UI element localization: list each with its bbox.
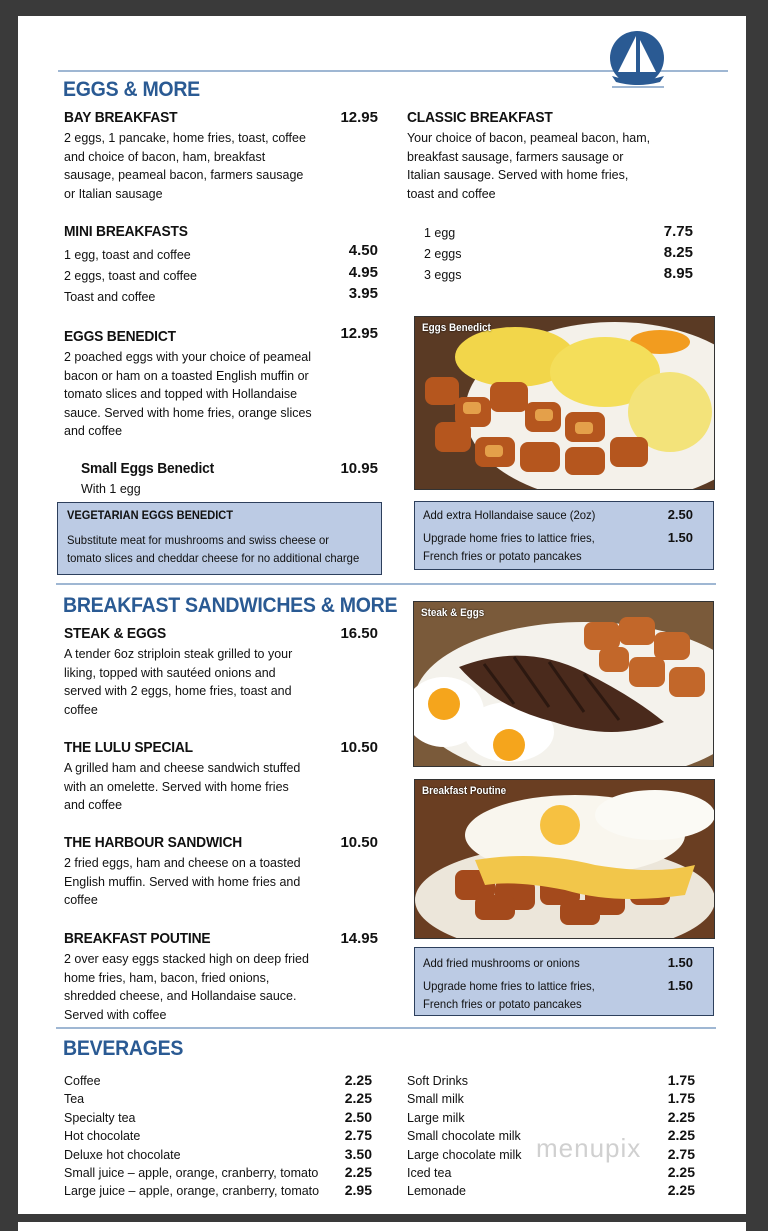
next-page-edge	[18, 1222, 746, 1231]
beverage-price: 2.25	[344, 1090, 372, 1106]
beverage-label: Soft Drinks	[407, 1073, 469, 1088]
steak-eggs-desc: A tender 6oz striploin steak grilled to your liking, topped with sautéed onions and served with 2 eggs, home fries, toast and coffee	[64, 646, 293, 717]
beverage-label: Hot chocolate	[64, 1128, 141, 1143]
eggs-benedict-price: 12.95	[340, 325, 378, 342]
lulu-special-title: THE LULU SPECIAL	[64, 739, 193, 756]
harbour-sandwich-price: 10.50	[340, 834, 378, 851]
beverage-label: Tea	[64, 1091, 85, 1106]
beverage-price: 2.25	[667, 1127, 695, 1143]
sailboat-icon	[606, 30, 668, 92]
beverage-price: 1.75	[667, 1072, 695, 1088]
addon-label: Upgrade home fries to lattice fries, French fries or potato pancakes	[423, 979, 595, 1011]
classic-breakfast-title: CLASSIC BREAKFAST	[407, 109, 553, 126]
beverage-label: Small milk	[407, 1091, 464, 1106]
lulu-special-price: 10.50	[340, 739, 378, 756]
section-title-eggs: EGGS & MORE	[63, 78, 200, 101]
beverage-label: Small chocolate milk	[407, 1128, 521, 1143]
beverage-price: 2.25	[667, 1109, 695, 1125]
vegetarian-box-text: Substitute meat for mushrooms and swiss cheese or tomato slices and cheddar cheese for no additional charge	[67, 533, 360, 565]
bay-breakfast-title: BAY BREAKFAST	[64, 109, 178, 126]
mini-breakfasts-title: MINI BREAKFASTS	[64, 223, 188, 240]
breakfast-poutine-price: 14.95	[340, 930, 378, 947]
beverage-price: 2.25	[667, 1182, 695, 1198]
menu-page	[18, 16, 746, 1214]
mini-option-label: 2 eggs, toast and coffee	[64, 268, 197, 283]
eggs-benedict-title: EGGS BENEDICT	[64, 328, 176, 345]
harbour-sandwich-title: THE HARBOUR SANDWICH	[64, 834, 243, 851]
breakfast-poutine-desc: 2 over easy eggs stacked high on deep fried home fries, ham, bacon, fried onions, shredded cheese, and Hollandaise sauce. Served with coffee	[64, 951, 309, 1022]
addon-price: 1.50	[667, 530, 693, 545]
classic-option-label: 2 eggs	[424, 246, 462, 261]
beverage-price: 2.25	[344, 1072, 372, 1088]
classic-option-label: 1 egg	[424, 225, 456, 240]
photo-label: Steak & Eggs	[421, 607, 485, 619]
mini-option-label: 1 egg, toast and coffee	[64, 247, 191, 262]
watermark: menupix	[536, 1133, 642, 1163]
addon-price: 1.50	[667, 955, 693, 970]
beverage-label: Large juice – apple, orange, cranberry, tomato	[64, 1183, 320, 1198]
eggs-addons-box	[414, 501, 714, 570]
mini-option-label: Toast and coffee	[64, 289, 156, 304]
eggs-benedict-desc: 2 poached eggs with your choice of peameal bacon or ham on a toasted English muffin or tomato slices and topped with Hollandaise sauce. Served with home fries, orange slices and coffee	[64, 349, 312, 439]
photo-label: Eggs Benedict	[422, 322, 491, 334]
eggs-benedict-photo	[414, 316, 715, 490]
mini-option-price: 4.50	[348, 242, 378, 259]
small-benedict-title: Small Eggs Benedict	[81, 460, 215, 477]
bay-breakfast-price: 12.95	[340, 109, 378, 126]
classic-option-price: 8.95	[663, 265, 693, 282]
beverage-label: Specialty tea	[64, 1110, 136, 1125]
beverage-label: Lemonade	[407, 1183, 466, 1198]
steak-eggs-price: 16.50	[340, 625, 378, 642]
sandwich-addons-box	[414, 947, 714, 1016]
classic-option-price: 8.25	[663, 244, 693, 261]
beverage-price: 2.25	[667, 1164, 695, 1180]
addon-price: 1.50	[667, 978, 693, 993]
beverage-price: 2.75	[344, 1127, 372, 1143]
mini-option-price: 4.95	[348, 264, 378, 281]
lulu-special-desc: A grilled ham and cheese sandwich stuffed with an omelette. Served with home fries and coffee	[64, 760, 301, 813]
beverage-price: 2.95	[344, 1182, 372, 1198]
beverage-label: Coffee	[64, 1073, 101, 1088]
classic-option-price: 7.75	[663, 223, 693, 240]
section-rule	[56, 583, 716, 585]
classic-breakfast-desc: Your choice of bacon, peameal bacon, ham, breakfast sausage, farmers sausage or Italian sausage. Served with home fries, toast and coffee	[407, 130, 651, 201]
beverage-label: Large chocolate milk	[407, 1147, 522, 1162]
small-benedict-desc: With 1 egg	[81, 481, 141, 496]
section-title-sandwiches: BREAKFAST SANDWICHES & MORE	[63, 594, 398, 617]
steak-eggs-photo	[413, 601, 714, 767]
beverage-label: Deluxe hot chocolate	[64, 1147, 181, 1162]
beverage-price: 2.75	[667, 1146, 695, 1162]
beverage-price: 2.25	[344, 1164, 372, 1180]
steak-eggs-title: STEAK & EGGS	[64, 625, 167, 642]
mini-option-price: 3.95	[348, 285, 378, 302]
beverage-label: Iced tea	[407, 1165, 452, 1180]
breakfast-poutine-title: BREAKFAST POUTINE	[64, 930, 211, 947]
photo-label: Breakfast Poutine	[422, 785, 507, 797]
bay-breakfast-desc: 2 eggs, 1 pancake, home fries, toast, coffee and choice of bacon, ham, breakfast sausage, peameal bacon, farmers sausage or Italian sausage	[64, 130, 306, 201]
section-title-beverages: BEVERAGES	[63, 1037, 184, 1060]
beverage-price: 1.75	[667, 1090, 695, 1106]
addon-label: Add fried mushrooms or onions	[423, 956, 580, 970]
addon-price: 2.50	[667, 507, 693, 522]
beverage-price: 3.50	[344, 1146, 372, 1162]
small-benedict-price: 10.95	[340, 460, 378, 477]
harbour-sandwich-desc: 2 fried eggs, ham and cheese on a toasted English muffin. Served with home fries and coffee	[64, 855, 301, 908]
section-rule	[56, 1027, 716, 1029]
addon-label: Upgrade home fries to lattice fries, French fries or potato pancakes	[423, 531, 595, 563]
beverage-label: Large milk	[407, 1110, 465, 1125]
breakfast-poutine-photo	[414, 779, 715, 939]
classic-option-label: 3 eggs	[424, 267, 462, 282]
vegetarian-benedict-box	[57, 502, 382, 575]
beverage-label: Small juice – apple, orange, cranberry, tomato	[64, 1165, 319, 1180]
vegetarian-box-title: VEGETARIAN EGGS BENEDICT	[67, 508, 234, 522]
beverage-price: 2.50	[344, 1109, 372, 1125]
addon-label: Add extra Hollandaise sauce (2oz)	[423, 508, 596, 522]
